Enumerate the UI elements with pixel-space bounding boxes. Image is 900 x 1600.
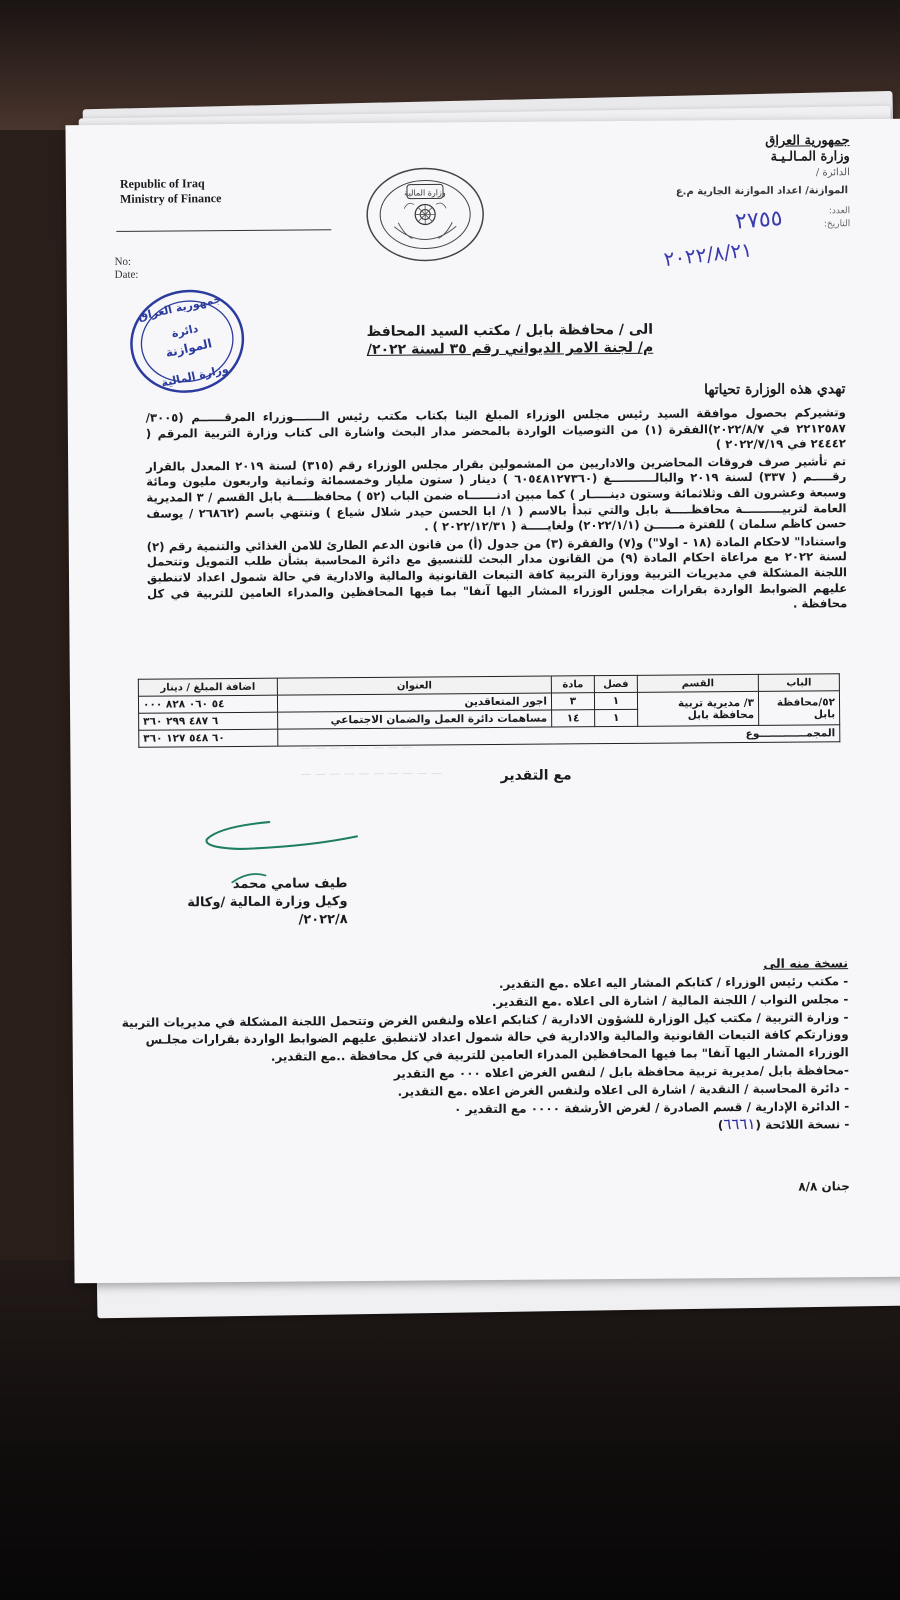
archive-label: - نسخة اللائحة ( — [755, 1117, 850, 1133]
cell-bab: ٥٢/محافظة بابل — [758, 691, 839, 726]
cell-fasl: ١ — [594, 692, 637, 709]
ar-country: جمهورية العراق — [765, 133, 850, 149]
signature-block — [137, 875, 347, 931]
greeting: تهدي هذه الوزارة تحياتها — [703, 381, 846, 399]
body-paragraph: وتشيركم بحصول موافقة السيد رئيس مجلس الوزراء المبلغ الينا بكتاب مكتب رئيس الـــــــوزراء المرقــــــم (٣٠٠٥/ ٢٢١٢٥٨٧ في ٢٠٢٢/٨/٧)الفقرة (١) من التوصيات الواردة بالمحضر مدار البحث واشارة الى كتاب وزارة التربية المرقم ( ٢٤٤٤٢ في ٢٠٢٢/٧/١٩ ) — [145, 405, 847, 452]
ar-meta — [790, 205, 850, 231]
handwritten-number: ٢٧٥٥ — [734, 206, 784, 235]
emblem-top-text: وزارة المالية — [404, 188, 446, 198]
regards: مع التقدير — [500, 767, 572, 784]
addressee-to: الى / محافظة بابل / مكتب السيد المحافظ — [366, 321, 654, 340]
signature-icon — [171, 788, 402, 890]
total-label: المجمـــــــــــــوع — [278, 725, 840, 746]
archive-number: ٦٦٦١ — [723, 1115, 756, 1134]
english-letterhead — [120, 176, 222, 207]
letter-subject: م/ لجنة الامر الديواني رقم ٣٥ لسنة ٢٠٢٢/ — [366, 339, 654, 358]
letter-body — [146, 405, 848, 619]
typist-initials: جنان ٨/٨ — [798, 1179, 850, 1194]
signer-name: طيف سامي محمد — [232, 876, 348, 893]
col-amount: اضافة المبلغ / دينار — [138, 678, 277, 696]
divider — [116, 229, 331, 232]
col-title: العنوان — [277, 676, 551, 695]
col-fasl: فصل — [594, 675, 637, 692]
cell-title: مساهمات دائرة العمل والضمان الاجتماعي — [278, 710, 552, 729]
list-item: - مجلس النواب / اللجنة المالية / اشارة الى اعلاه .مع التقدير. — [491, 991, 849, 1009]
ministry-emblem-icon — [364, 164, 487, 265]
bleed-through-text: — — — — — — — — — — — — — — — — — — — [300, 740, 443, 781]
archive-close: ) — [717, 1118, 724, 1133]
ar-ministry: وزارة المـالـيـة — [770, 149, 850, 165]
ar-number-label: العدد: — [828, 206, 851, 217]
col-bab: الباب — [758, 674, 839, 692]
en-number-date — [114, 256, 138, 282]
ar-dept-value: الموازنة/ اعداد الموازنة الجارية م.ع — [675, 185, 849, 198]
cell-amount: ٥٤ ٠٦٠ ٨٢٨ ٠٠٠ — [138, 695, 277, 713]
en-ministry: Ministry of Finance — [119, 191, 222, 206]
list-item: - الدائرة الإدارية / قسم الصادرة / لغرض الأرشفة ٠٠٠٠ مع التقدير ٠ — [454, 1098, 850, 1116]
body-paragraph: تم تأشير صرف فروقات المحاضرين والاداريين من المشمولين بقرار مجلس الوزراء رقم (٣١٥) لسنة ٢٠١٩ المعدل بالقرار رقـــــم ( ٣٣٧) لسنة ٢٠١٩ والبالـــــــــــغ (٦٠٥٤٨١٢٧٣٦٠ ) دينار ( ستون مليار وخمسمائة وثمانية واربعون مليون ومائة وسبعة وعشرون الف وثلاثمائة وستون دينـــــار ) كما مبين ادنـــــــاه ضمن الباب (٥٢ ) محافظـــــة بابل القسم / ٣ المديرية العامة لتربيــــــــــة محافظـــــة بابل والتي تبدأ بالاسم ( ١/ ابا الحسن حيدر شلال شياع ) وتنتهي باسم (٢٦٨٦٢ / يوسف حسن كاظم سلمان ) للفترة مــــــن (٢٠٢٢/١/١) ولغايـــــة ( ٢٠٢٢/١٢/٣١ ) . — [146, 453, 847, 534]
stamp-line3: الموازنة — [164, 336, 214, 361]
col-mada: مادة — [551, 676, 594, 693]
list-item: -محافظة بابل /مديرية تربية محافظة بابل / لنفس الغرض اعلاه ٠٠٠ مع التقدير — [393, 1063, 849, 1081]
signer-date: ٢٠٢٢/٨/ — [298, 912, 348, 928]
arabic-letterhead — [610, 133, 850, 183]
en-country: Republic of Iraq — [119, 176, 205, 191]
list-item: - وزارة التربية / مكتب كيل الوزارة للشؤون الادارية / كتابكم اعلاه ولنفس الغرض وتتحمل اللجنة المشكلة في مديريات التربية ووزارتكم كافة التبعات القانونية والمالية والادارية في حالة شمول اعداد لاتنطبق عليهم الضوابط الواردة بقرارات مجلـس الوزراء المشار اليها آنفا" بما فيها المحافظين المدراء العامين للتربية في كل محافظة ..مع التقدير. — [121, 1009, 849, 1064]
stamp-line2: دائرة — [170, 321, 200, 341]
cell-qism: ٣/ مديرية تربية محافظة بابل — [637, 691, 758, 726]
stamp-line1: جمهورية العراق — [136, 292, 223, 324]
body-paragraph: واستنادا" لاحكام المادة (١٨ - اولا") و(٧) والفقرة (٣) من جدول (أ) من قانون الدعم الطارئ للامن الغذائي والتنمية رقم (٢) لسنة ٢٠٢٢ مع مراعاة احكام المادة (٩) من القانون مدار البحث للتنسيق مع دائرة المحاسبة بشأن طلب التمويل وتتحمل اللجنة المشكلة في مديريات التربية ووزارة التربية كافة التبعات القانونية والمالية والادارية في حالة شمول اعداد لاتنطبق عليهم الضوابط الواردة بقرارات مجلس الوزراء المشار اليها آنفا" بما فيها المحافظين والمدراء العامين للتربية في كل محافظة . — [146, 533, 848, 611]
cell-amount: ٦ ٤٨٧ ٢٩٩ ٣٦٠ — [139, 712, 278, 730]
col-qism: القسم — [637, 674, 758, 692]
addressee-block — [183, 321, 653, 361]
stamp-line4: وزارة المالية — [160, 362, 230, 390]
cc-title: نسخة منه الى — [763, 955, 849, 971]
signer-title: وكيل وزارة المالية /وكالة — [187, 894, 348, 911]
list-item: - مكتب رئيس الوزراء / كتابكم المشار اليه اعلاه .مع التقدير. — [498, 974, 849, 991]
cell-fasl: ١ — [595, 709, 638, 726]
total-amount: ٦٠ ٥٤٨ ١٢٧ ٣٦٠ — [139, 729, 278, 747]
cc-list — [118, 973, 849, 1140]
en-no-label: No: — [114, 255, 132, 268]
letter-page — [65, 119, 900, 1284]
ar-dept-label: الدائرة / — [815, 167, 850, 179]
cell-mada: ١٤ — [552, 710, 595, 727]
ar-date-label: التاريخ: — [823, 219, 851, 230]
cell-title: اجور المتعاقدين — [277, 693, 551, 712]
en-date-label: Date: — [114, 268, 139, 281]
cell-mada: ٣ — [551, 693, 594, 710]
handwritten-date: ٢٠٢٢/٨/٢١ — [662, 237, 754, 272]
list-item: - دائرة المحاسبة / النقدية / اشارة الى اعلاه ولنفس الغرض اعلاه .مع التقدير. — [397, 1080, 850, 1099]
